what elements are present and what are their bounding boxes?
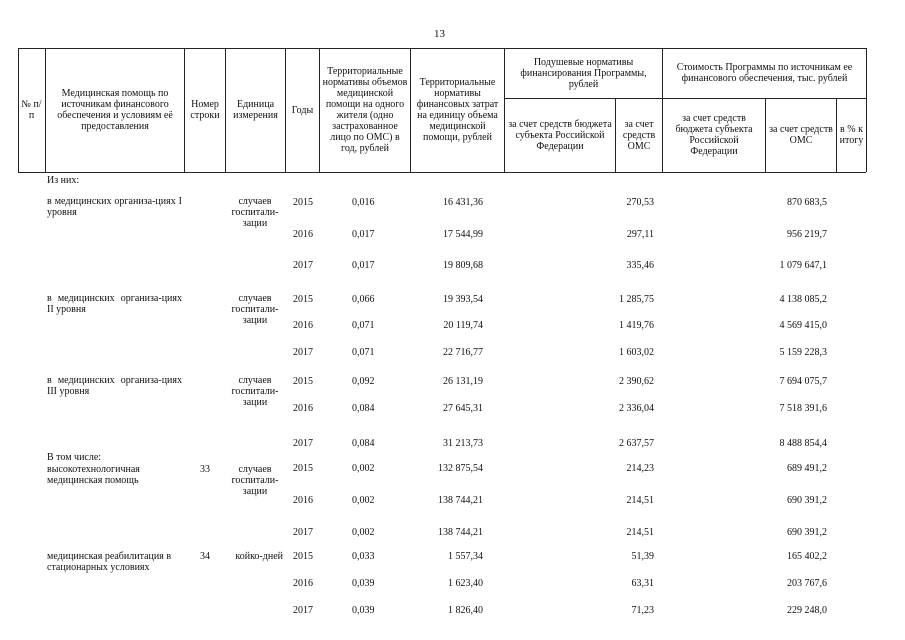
cost-oms-cell: 1 079 647,1 <box>779 260 827 271</box>
year-cell: 2016 <box>293 403 313 414</box>
year-cell: 2017 <box>293 260 313 271</box>
category-label: в медицинских организа-циях II уровня <box>47 293 182 315</box>
cost-oms-cell: 229 248,0 <box>787 605 827 616</box>
header-percap-budget: за счет средств бюджета субъекта Российской Федерации <box>508 118 612 152</box>
cost-oms-cell: 689 491,2 <box>787 463 827 474</box>
percap-oms-cell: 51,39 <box>631 551 654 562</box>
percap-oms-cell: 297,11 <box>626 229 654 240</box>
year-cell: 2017 <box>293 347 313 358</box>
percap-oms-cell: 2 390,62 <box>619 376 654 387</box>
volume-cell: 0,016 <box>352 197 375 208</box>
header-cost-pct: в % к итогу <box>839 124 864 146</box>
cost-cell: 132 875,54 <box>438 463 483 474</box>
volume-cell: 0,033 <box>352 551 375 562</box>
incl-label: В том числе: <box>47 452 102 463</box>
cost-cell: 31 213,73 <box>443 438 483 449</box>
percap-oms-cell: 1 603,02 <box>619 347 654 358</box>
year-cell: 2015 <box>293 197 313 208</box>
year-cell: 2016 <box>293 320 313 331</box>
volume-cell: 0,002 <box>352 495 375 506</box>
header-years: Годы <box>291 104 314 116</box>
percap-oms-cell: 2 336,04 <box>619 403 654 414</box>
percap-oms-cell: 335,46 <box>626 260 654 271</box>
year-cell: 2016 <box>293 578 313 589</box>
row-number: 34 <box>200 551 210 562</box>
cost-cell: 138 744,21 <box>438 527 483 538</box>
header-bottom-rule <box>18 172 866 173</box>
volume-cell: 0,017 <box>352 229 375 240</box>
cost-oms-cell: 5 159 228,3 <box>779 347 827 358</box>
year-cell: 2015 <box>293 463 313 474</box>
category-label: в медицинских организа-циях I уровня <box>47 196 182 218</box>
header-cost-budget: за счет средств бюджета субъекта Российской Федерации <box>675 113 753 157</box>
header-cost-norm: Территориальные нормативы финансовых затрат на единицу объема медицинской помощи, рублей <box>416 77 499 143</box>
volume-cell: 0,039 <box>352 578 375 589</box>
category-label: в медицинских организа-циях III уровня <box>47 375 182 397</box>
percap-oms-cell: 1 419,76 <box>619 320 654 331</box>
percap-oms-cell: 270,53 <box>626 197 654 208</box>
volume-cell: 0,071 <box>352 320 375 331</box>
unit-label: случаев госпитали-зации <box>231 375 279 408</box>
volume-cell: 0,084 <box>352 403 375 414</box>
cost-cell: 22 716,77 <box>443 347 483 358</box>
year-cell: 2015 <box>293 376 313 387</box>
cost-cell: 27 645,31 <box>443 403 483 414</box>
unit-label: случаев госпитали-зации <box>231 464 279 497</box>
cost-oms-cell: 8 488 854,4 <box>779 438 827 449</box>
percap-oms-cell: 71,23 <box>631 605 654 616</box>
cost-oms-cell: 690 391,2 <box>787 527 827 538</box>
cost-oms-cell: 870 683,5 <box>787 197 827 208</box>
year-cell: 2017 <box>293 527 313 538</box>
volume-cell: 0,017 <box>352 260 375 271</box>
percap-oms-cell: 214,23 <box>626 463 654 474</box>
cost-oms-cell: 690 391,2 <box>787 495 827 506</box>
header-row: Номер строки <box>190 99 220 121</box>
volume-cell: 0,002 <box>352 527 375 538</box>
unit-label: койко-дней <box>235 551 283 562</box>
year-cell: 2017 <box>293 438 313 449</box>
category-label: высокотехнологичная медицинская помощь <box>47 464 140 486</box>
volume-cell: 0,002 <box>352 463 375 474</box>
cost-cell: 138 744,21 <box>438 495 483 506</box>
cost-oms-cell: 203 767,6 <box>787 578 827 589</box>
percap-oms-cell: 214,51 <box>626 495 654 506</box>
cost-oms-cell: 956 219,7 <box>787 229 827 240</box>
header-num: № п/п <box>21 99 42 121</box>
cost-cell: 26 131,19 <box>443 376 483 387</box>
cost-oms-cell: 4 569 415,0 <box>779 320 827 331</box>
year-cell: 2015 <box>293 294 313 305</box>
cost-cell: 19 809,68 <box>443 260 483 271</box>
header-cost-oms: за счет средств ОМС <box>769 124 833 146</box>
cost-cell: 20 119,74 <box>443 320 483 331</box>
year-cell: 2017 <box>293 605 313 616</box>
header-percap-oms: за счет средств ОМС <box>622 118 656 152</box>
cost-oms-cell: 7 694 075,7 <box>779 376 827 387</box>
cost-cell: 17 544,99 <box>443 229 483 240</box>
cost-oms-cell: 165 402,2 <box>787 551 827 562</box>
volume-cell: 0,084 <box>352 438 375 449</box>
row-number: 33 <box>200 464 210 475</box>
cost-oms-cell: 4 138 085,2 <box>779 294 827 305</box>
page-number: 13 <box>434 28 445 40</box>
cost-cell: 1 557,34 <box>448 551 483 562</box>
header-care: Медицинская помощь по источникам финансового обеспечения и условиям её предоставления <box>57 88 173 132</box>
header-percap-group: Подушевые нормативы финансирования Программы, рублей <box>520 56 647 90</box>
year-cell: 2016 <box>293 229 313 240</box>
cost-oms-cell: 7 518 391,6 <box>779 403 827 414</box>
col-divider <box>866 48 867 172</box>
percap-oms-cell: 1 285,75 <box>619 294 654 305</box>
volume-cell: 0,092 <box>352 376 375 387</box>
volume-cell: 0,071 <box>352 347 375 358</box>
header-volume-norm: Территориальные нормативы объемов медицинской помощи на одного жителя (одно застрахованное лицо по ОМС) в год, рублей <box>322 66 408 154</box>
cost-cell: 1 623,40 <box>448 578 483 589</box>
year-cell: 2016 <box>293 495 313 506</box>
year-cell: 2015 <box>293 551 313 562</box>
unit-label: случаев госпитали-зации <box>231 293 279 326</box>
volume-cell: 0,066 <box>352 294 375 305</box>
percap-oms-cell: 214,51 <box>626 527 654 538</box>
cost-cell: 16 431,36 <box>443 197 483 208</box>
cost-cell: 19 393,54 <box>443 294 483 305</box>
percap-oms-cell: 2 637,57 <box>619 438 654 449</box>
header-unit: Единица измерения <box>233 99 278 121</box>
percap-oms-cell: 63,31 <box>631 578 654 589</box>
header-cost-group: Стоимость Программы по источникам ее финансового обеспечения, тыс. рублей <box>676 62 853 84</box>
of-them-label: Из них: <box>47 175 80 186</box>
volume-cell: 0,039 <box>352 605 375 616</box>
cost-cell: 1 826,40 <box>448 605 483 616</box>
unit-label: случаев госпитали-зации <box>231 196 279 229</box>
category-label: медицинская реабилитация в стационарных условиях <box>47 551 172 573</box>
